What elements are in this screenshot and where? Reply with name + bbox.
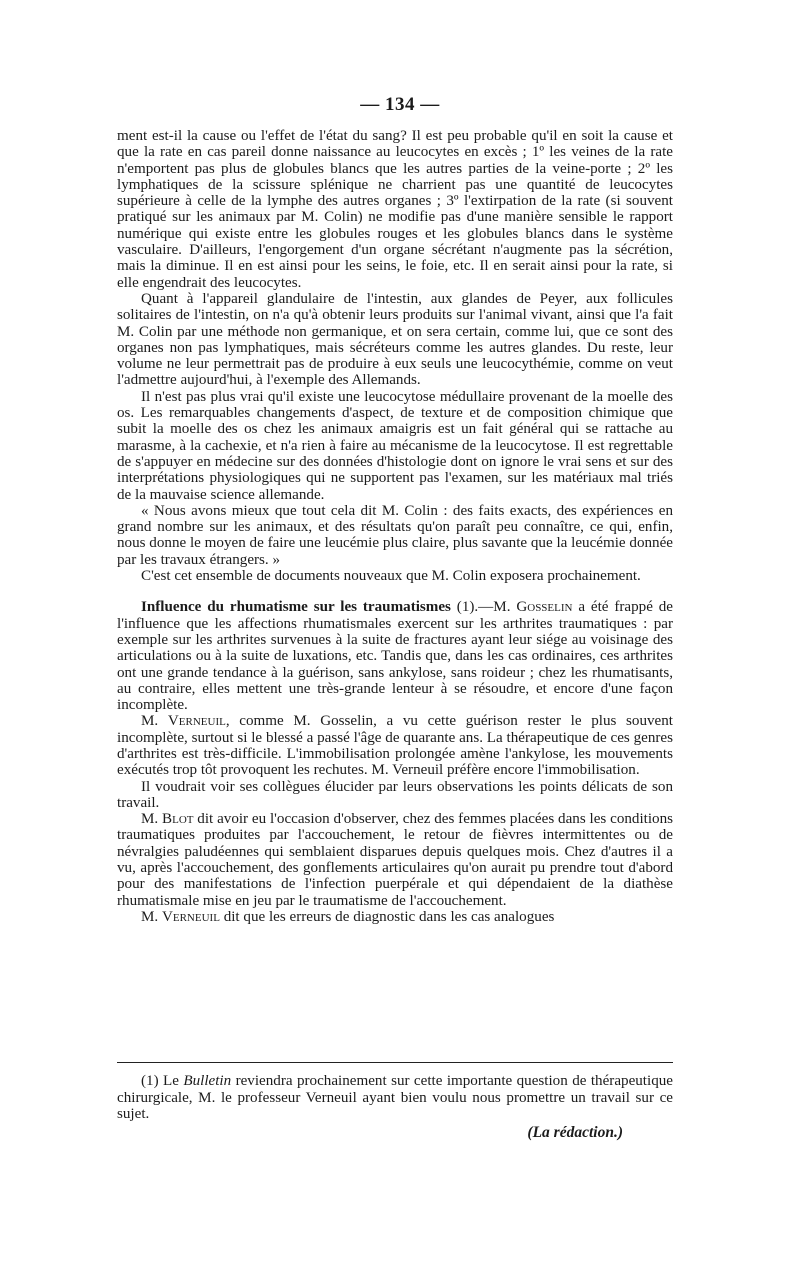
speaker-prefix: M. <box>141 811 163 828</box>
footnote <box>117 1073 673 1123</box>
footnote-signature: (La rédaction.) <box>527 1124 623 1141</box>
speaker-prefix: M. <box>493 599 517 616</box>
paragraph <box>117 909 673 925</box>
paragraph-text: dit que les erreurs de diagnostic dans les cas analogues <box>219 908 555 925</box>
section-heading: Influence du rhumatisme sur les traumatismes <box>141 599 451 616</box>
footnote-reference: (1).— <box>450 599 494 616</box>
footnote-divider <box>117 1062 673 1063</box>
paragraph-text: dit avoir eu l'occasion d'observer, chez des femmes placées dans les conditions traumatiques produites par l'accouchement, le retour de fièvres intermittentes ou de névralgies paludéennes qui semblaient disparues depuis quelques mois. Chez d'autres il a vu, après l'accouchement, des gonflements articulaires qu'on aurait pu prendre tout d'abord pour des manifestations de l'infection puerpérale et qui dépendaient de la diathèse rhumatismale mise en jeu par le traumatisme de l'accouchement. <box>117 811 674 909</box>
paragraph: C'est cet ensemble de documents nouveaux que M. Colin exposera prochainement. <box>141 568 641 585</box>
paragraph-text: , comme M. Gosselin, a vu cette guérison rester le plus souvent incomplète, surtout si le blessé a passé l'âge de quarante ans. La thérapeutique de ces genres d'arthrites est très-difficile. L'immobilisation prolongée amène l'ankylose, les mouvements exécutés trop tôt provoquent les rechutes. M. Verneuil préfère encore l'immobilisation. <box>117 713 673 779</box>
paragraph: Il n'est pas plus vrai qu'il existe une leucocytose médullaire provenant de la moelle des os. Les remarquables changements d'aspect, de texture et de composition chimique que subit la moelle des os chez les animaux amaigris est un fait général qui se rattache au marasme, à la cachexie, et n'a rien à faire au mécanisme de la leucocytose. Il est regrettable de s'appuyer en médecine sur des données d'histologie dont on ignore le vrai sens et sur des interprétations physiologiques qui ne supportent pas l'examen, sur les matériaux mal triés de la mauvaise science allemande. <box>117 388 673 503</box>
paragraph <box>117 811 673 909</box>
journal-title: Bulletin <box>183 1073 232 1089</box>
speaker-name: Gosselin <box>516 599 573 616</box>
speaker-prefix: M. <box>141 908 162 925</box>
section-paragraph <box>117 599 673 713</box>
paragraph: Il voudrait voir ses collègues élucider par leurs observations les points délicats de son travail. <box>117 778 673 811</box>
paragraph-text: a été frappé de l'influence que les affections rhumatismales exercent sur les arthrites traumatiques : par exemple sur les arthrites survenues à la suite de fractures ayant leur siége au voisinage des articulations ou à la suite de luxations, etc. Tandis que, dans les cas ordinaires, ces arthrites ont une grande tendance à la guérison, sans ankylose, sans roideur ; chez les rhumatisants, au contraire, elles mettent une très-grande lenteur à se résoudre, et encore d'une façon incomplète. <box>117 599 673 714</box>
speaker-name: Verneuil <box>167 713 226 730</box>
footnote-text <box>117 1073 673 1123</box>
main-text <box>117 128 673 925</box>
footnote-body: reviendra prochainement sur cette importante question de thérapeutique chirurgicale, M. le professeur Verneuil ayant bien voulu nous promettre un travail sur ce sujet. <box>117 1073 673 1122</box>
speaker-name: Verneuil <box>161 908 220 925</box>
speaker-name: Blot <box>162 811 194 828</box>
paragraph: Quant à l'appareil glandulaire de l'intestin, aux glandes de Peyer, aux follicules solitaires de l'intestin, on n'a qu'à obtenir leurs produits sur l'animal vivant, ainsi que l'a fait M. Colin par une méthode non germanique, et on sera certain, comme lui, que ce sont des organes non pas lymphatiques, mais sécréteurs comme les autres glandes. Du reste, leur volume ne leur permettrait pas de produire à eux seuls une leucocythémie, comme on veut l'admettre aujourd'hui, à l'exemple des Allemands. <box>117 290 673 389</box>
speaker-prefix: M. <box>141 713 168 730</box>
paragraph: ment est-il la cause ou l'effet de l'état du sang? Il est peu probable qu'il en soit la cause et que la rate en cas pareil donne naissance au leucocytes en excès ; 1º les veines de la rate n'emportent pas plus de globules blancs que les autres parties de la veine-porte ; 2º les lymphatiques de la scissure splénique ne charrient pas une quantité de leucocytes supérieure à celle de la lymphe des autres organes ; 3º l'extirpation de la rate (si souvent pratiqué sur les animaux par M. Colin) ne modifie pas d'une manière sensible le rapport numérique qui existe entre les globules rouges et les globules blancs dans le système vasculaire. D'ailleurs, l'engorgement d'un organe sécrétant n'augmente pas la sécrétion, mais la diminue. Il en est ainsi pour les seins, le foie, etc. Il en serait ainsi pour la rate, si elle engendrait des leucocytes. <box>117 128 673 291</box>
page-number: — 134 — <box>360 94 440 115</box>
paragraph <box>117 713 673 778</box>
footnote-marker: (1) Le <box>141 1073 184 1089</box>
paragraph: « Nous avons mieux que tout cela dit M. Colin : des faits exacts, des expériences en grand nombre sur les animaux, et des résultats qu'on paraît peu connaître, ce qui, enfin, nous donne le moyen de faire une leucémie plus claire, plus savante que la leucémie donnée par les travaux étrangers. » <box>117 502 673 568</box>
